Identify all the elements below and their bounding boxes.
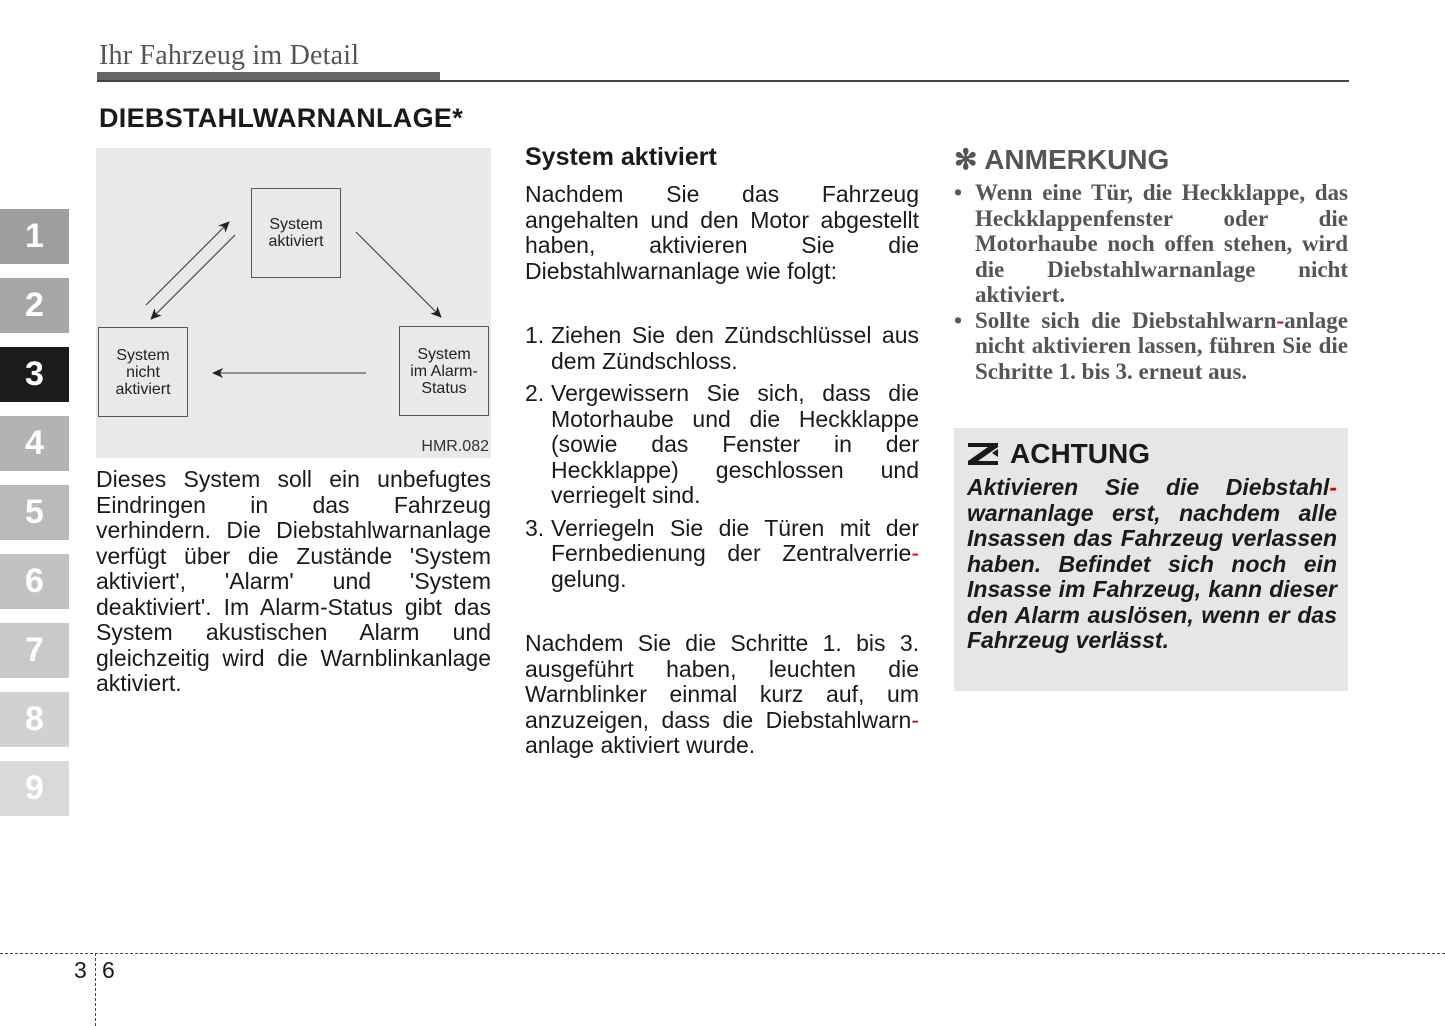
note-heading: ✻ ANMERKUNG: [954, 144, 1170, 175]
arrow-top-to-left: [151, 235, 235, 319]
chapter-tab-4[interactable]: 4: [0, 416, 69, 471]
intro-paragraph: Nachdem Sie das Fahrzeug angehalten und den Motor abgestellt haben, aktivieren Sie die Diebstahlwarnanlage wie folgt:: [525, 181, 919, 284]
note-text: Sollte sich die Diebstahlwarn: [975, 307, 1277, 333]
state-box-not-activated: System nicht aktiviert: [98, 327, 188, 417]
note-text: Wenn eine Tür, die Heckklappe, das Heckklappenfenster oder die Motorhaube noch offen stehen, wird die Diebstahlwarnanlage nicht aktiviert.: [975, 180, 1348, 307]
step-number: 1.: [525, 322, 545, 348]
note-list: [954, 180, 1348, 384]
step-text: Vergewissern Sie sich, dass die Motorhaube und die Heckklappe (sowie das Fenster in der Heckklappe) geschlossen und verriegelt sind.: [551, 380, 919, 508]
description-paragraph: Dieses System soll ein unbefugtes Eindringen in das Fahrzeug verhindern. Die Diebstahlwarnanlage verfügt über die Zustände 'System aktiviert', 'Alarm' und 'System deaktiviert'. Im Alarm-Status gibt das System akustischen Alarm und gleichzeitig wird die Warnblinkanlage aktiviert.: [96, 466, 491, 696]
bullet: •: [954, 180, 963, 205]
chapter-tab-3[interactable]: 3: [0, 347, 69, 402]
list-item: [954, 308, 1348, 385]
subsection-heading: System aktiviert: [525, 143, 717, 171]
step-text: Verriegeln Sie die Türen mit der Fernbedienung der Zentralverrie: [551, 514, 919, 566]
bullet: •: [954, 307, 963, 333]
note-text-cont: anlage nicht aktivieren lassen, führen Sie die Schritte 1. bis 3. erneut aus.: [975, 307, 1348, 384]
footer-rule: [0, 953, 1445, 954]
chapter-tab-5[interactable]: 5: [0, 485, 69, 540]
section-heading: DIEBSTAHLWARNANLAGE*: [99, 103, 464, 133]
header-rule: [97, 80, 1349, 82]
figure-code: HMR.082: [421, 438, 489, 455]
state-box-alarm: System im Alarm- Status: [399, 326, 489, 416]
list-item: [525, 381, 919, 509]
caution-box: [954, 428, 1348, 691]
step-text-cont: gelung.: [551, 565, 627, 592]
list-item: [525, 516, 919, 593]
result-paragraph: [525, 631, 919, 759]
hyphen-mark: -: [911, 706, 919, 733]
caution-heading: [968, 438, 1150, 470]
chapter-tab-8[interactable]: 8: [0, 692, 69, 747]
caution-text: [967, 475, 1337, 654]
result-text-cont: anlage aktiviert wurde.: [525, 732, 756, 758]
caution-title: ACHTUNG: [1010, 438, 1150, 469]
footer-divider: [95, 953, 96, 1026]
state-box-activated: System aktiviert: [251, 188, 341, 278]
step-number: 3.: [525, 514, 545, 541]
chapter-tab-7[interactable]: 7: [0, 623, 69, 678]
state-diagram: [96, 148, 491, 458]
caution-text-part: Aktivieren Sie die Diebstahl: [967, 474, 1330, 500]
hyphen-mark: -: [911, 540, 919, 566]
chapter-tab-9[interactable]: 9: [0, 761, 69, 816]
step-text: Ziehen Sie den Zündschlüssel aus dem Zündschloss.: [551, 322, 919, 374]
warning-icon: [968, 443, 998, 465]
page-chapter-number: 3: [74, 957, 87, 983]
list-item: [525, 323, 919, 374]
arrow-top-to-right: [356, 232, 441, 317]
list-item: [954, 180, 1348, 308]
arrow-left-to-top: [146, 222, 229, 305]
result-text: Nachdem Sie die Schritte 1. bis 3. ausgeführt haben, leuchten die Warnblinker einmal kurz auf, um anzuzeigen, dass die Diebstahlwarn: [525, 630, 919, 733]
page-number: 6: [102, 957, 115, 983]
chapter-tab-2[interactable]: 2: [0, 278, 69, 333]
chapter-tabs: [0, 209, 69, 830]
step-number: 2.: [525, 380, 545, 406]
steps-list: [525, 323, 919, 599]
hyphen-mark: -: [1329, 474, 1337, 500]
hyphen-mark: -: [1276, 307, 1285, 333]
chapter-tab-6[interactable]: 6: [0, 554, 69, 609]
running-header: Ihr Fahrzeug im Detail: [99, 40, 360, 71]
chapter-tab-1[interactable]: 1: [0, 209, 69, 264]
caution-text-cont: warnanlage erst, nachdem alle Insassen das Fahrzeug verlassen haben. Befindet sich noch ein Insasse im Fahrzeug, kann dieser den Alarm auslösen, wenn er das Fahrzeug verlässt.: [967, 499, 1337, 653]
